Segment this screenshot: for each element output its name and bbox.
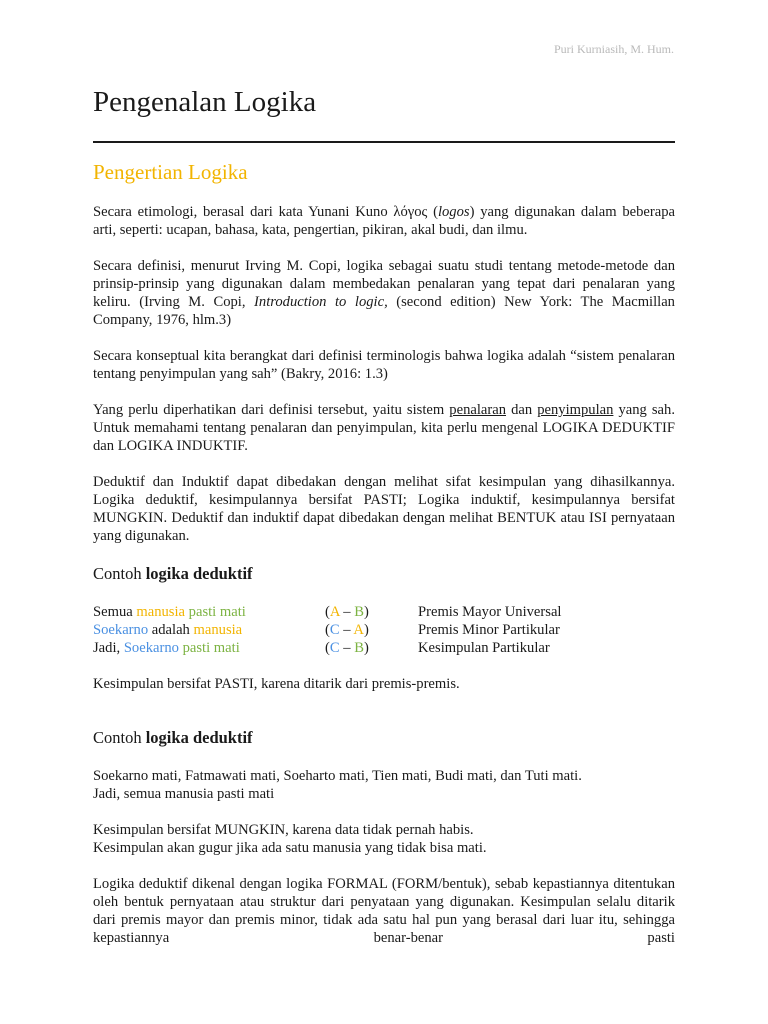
statement-part: pasti mati	[182, 640, 240, 656]
syllogism-row	[93, 621, 561, 639]
example-2-conclusions	[93, 821, 675, 857]
formula-part: C	[329, 640, 340, 656]
conclusion-deduktif: Kesimpulan bersifat PASTI, karena ditarik dari premis-premis.	[93, 676, 460, 692]
formula-part: )	[363, 640, 369, 656]
bold-term: logika deduktif	[145, 728, 253, 747]
statement-part: Jadi,	[93, 640, 124, 656]
syllogism-row	[93, 603, 561, 621]
premise-statement	[93, 621, 325, 639]
section-heading-deduktif	[93, 563, 675, 585]
text-run: yang sah. Untuk memahami tentang penalaran dan penyimpulan, kita perlu mengenal LOGIKA DEDUKTIF dan LOGIKA INDUKTIF.	[93, 402, 675, 454]
spacer	[93, 711, 675, 727]
statement-part: adalah	[148, 622, 194, 638]
formula-part: –	[339, 604, 355, 620]
paragraph-logika-formal: Logika deduktif dikenal dengan logika FORMAL (FORM/bentuk), sebab kepastiannya ditentukan oleh bentuk pernyataan atau struktur dari penyataan yang digunakan. Kesimpulan selalu ditarik dari premis mayor dan premis minor, tidak ada satu hal pun yang berasal dari luar itu, sehingga kepastiannya benar-benar pasti	[93, 876, 675, 946]
formula-part: A	[353, 622, 364, 638]
text-run: Secara definisi, menurut Irving M. Copi, logika sebagai suatu studi tentang metode-metode dan prinsip-prinsip yang digunakan dalam membedakan penalaran yang tepat dari penalaran yang keliru. (Irving M. Copi,	[93, 258, 675, 310]
author-name: Puri Kurniasih, M. Hum.	[554, 42, 674, 56]
paragraph-perhatian	[93, 401, 675, 455]
paragraph-konseptual: Secara konseptual kita berangkat dari definisi terminologis bahwa logika adalah “sistem penalaran tentang penyimpulan yang sah” (Bakry, 2016: 1.3)	[93, 348, 675, 382]
text-run: (second edition) New York: The Macmillan Company, 1976, hlm.3)	[93, 294, 675, 328]
paragraph-definisi	[93, 257, 675, 329]
title-divider	[93, 141, 675, 143]
page-title: Pengenalan Logika	[93, 86, 317, 118]
premise-statement	[93, 639, 325, 657]
formula-part: (	[325, 622, 330, 638]
statement-part: Soekarno	[123, 640, 179, 656]
premise-label: Kesimpulan Partikular	[418, 640, 550, 656]
bold-term: logika deduktif	[145, 564, 253, 583]
italic-book-title: Introduction to logic,	[254, 294, 388, 310]
text-run: Contoh	[93, 564, 146, 583]
example-2-lines	[93, 767, 675, 803]
paragraph-etimologi	[93, 203, 675, 239]
formula-part: B	[354, 640, 364, 656]
premise-formula	[325, 621, 418, 639]
formula-part: –	[339, 622, 354, 638]
statement-part: pasti mati	[188, 604, 246, 620]
formula-part: A	[329, 604, 340, 620]
text-run: dan	[506, 402, 538, 418]
statement-part: Semua	[93, 604, 137, 620]
premise-label: Premis Minor Partikular	[418, 622, 560, 638]
formula-part: (	[325, 604, 330, 620]
statement-part: manusia	[136, 604, 186, 620]
formula-part: C	[329, 622, 340, 638]
formula-part: –	[339, 640, 355, 656]
underlined-term: penalaran	[449, 402, 507, 418]
premise-label: Premis Mayor Universal	[418, 604, 562, 620]
premise-formula	[325, 639, 418, 657]
formula-part: )	[363, 604, 369, 620]
underlined-term: penyimpulan	[537, 402, 614, 418]
text-line: Jadi, semua manusia pasti mati	[93, 786, 275, 802]
statement-part: Soekarno	[93, 622, 149, 638]
italic-term: logos	[437, 204, 470, 220]
formula-part: B	[354, 604, 364, 620]
section-title: Pengertian Logika	[93, 160, 248, 184]
formula-part: (	[325, 640, 330, 656]
text-run: Contoh	[93, 728, 146, 747]
text-run: Yang perlu diperhatikan dari definisi tersebut, yaitu sistem	[93, 402, 450, 418]
text-line: Kesimpulan akan gugur jika ada satu manusia yang tidak bisa mati.	[93, 840, 487, 856]
statement-part: manusia	[193, 622, 243, 638]
premise-statement	[93, 603, 325, 621]
syllogism-table	[93, 603, 561, 657]
formula-part: )	[363, 622, 369, 638]
syllogism-row	[93, 639, 561, 657]
text-line: Kesimpulan bersifat MUNGKIN, karena data tidak pernah habis.	[93, 822, 474, 838]
document-body	[93, 203, 675, 947]
premise-formula	[325, 603, 418, 621]
section-heading-example-2	[93, 727, 675, 749]
text-run: ) yang digunakan dalam beberapa arti, seperti: ucapan, bahasa, kata, pengertian, pikiran, akal budi, dan ilmu.	[93, 204, 675, 238]
paragraph-deduktif-induktif: Deduktif dan Induktif dapat dibedakan dengan melihat sifat kesimpulan yang dihasilkannya. Logika deduktif, kesimpulannya bersifat PASTI; Logika induktif, kesimpulannya bersifat MUNGKIN. Deduktif dan induktif dapat dibedakan dengan melihat BENTUK atau ISI pernyataan yang digunakan.	[93, 474, 675, 544]
text-line: Soekarno mati, Fatmawati mati, Soeharto mati, Tien mati, Budi mati, dan Tuti mati.	[93, 768, 582, 784]
text-run: Secara etimologi, berasal dari kata Yunani Kuno λόγος (	[93, 204, 438, 220]
